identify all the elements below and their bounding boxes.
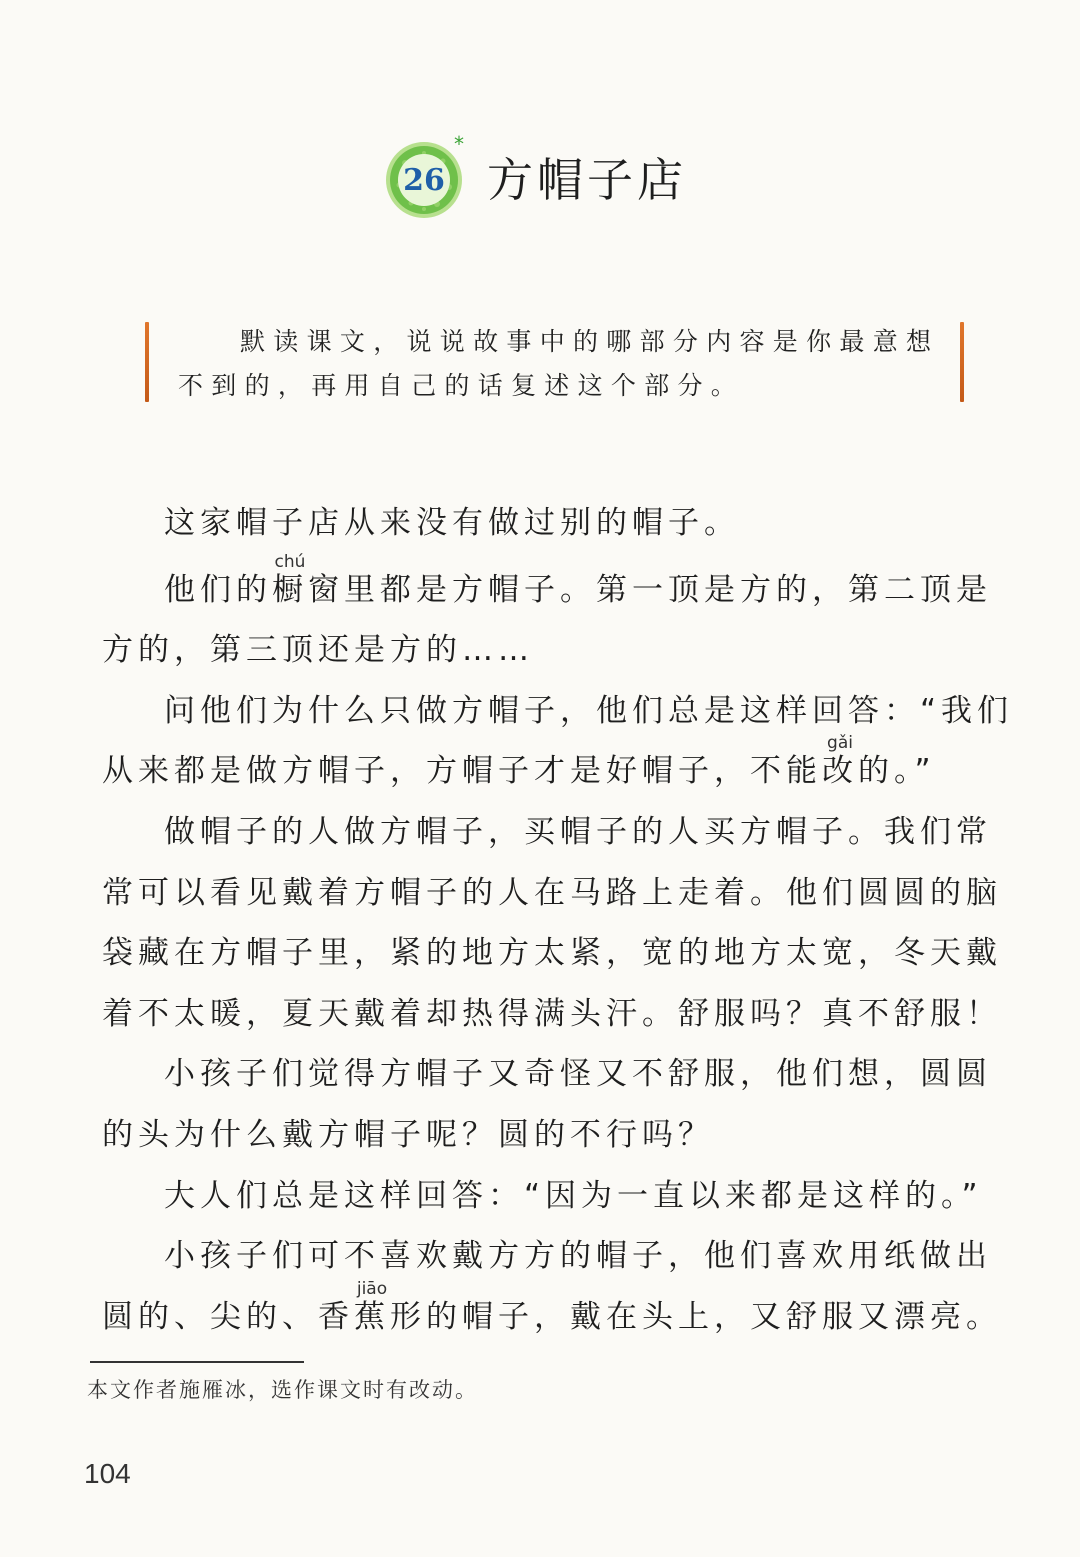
paragraph-2-text-a: 他们的 — [164, 571, 272, 608]
paragraph-2-text-b: 窗里都是方帽子。第一顶是方的，第二顶是方的，第三顶还是方的…… — [102, 571, 992, 669]
paragraph-7 — [102, 1226, 1018, 1347]
lesson-title: 方帽子店 — [487, 153, 687, 207]
lesson-body — [102, 493, 1018, 1347]
paragraph-5: 小孩子们觉得方帽子又奇怪又不舒服，他们想，圆圆的头为什么戴方帽子呢？圆的不行吗？ — [102, 1056, 992, 1153]
paragraph-6: 大人们总是这样回答：“因为一直以来都是这样的。” — [164, 1177, 983, 1214]
paragraph-3-text-b: 的。” — [858, 753, 936, 790]
lesson-number-badge — [385, 141, 463, 219]
footnote: 本文作者施雁冰，选作课文时有改动。 — [87, 1378, 478, 1402]
paragraph-1: 这家帽子店从来没有做过别的帽子。 — [164, 505, 740, 541]
pinyin: jiāo — [354, 1278, 390, 1299]
paragraph-7-text-a: 小孩子们可不喜欢戴方方的帽子，他们喜欢用纸做出圆的、尖的、香 — [102, 1238, 992, 1335]
paragraph-2 — [102, 551, 1018, 681]
paragraph-3-text-a: 问他们为什么只做方帽子，他们总是这样回答：“我们从来都是做方帽子，方帽子才是好帽子，不能 — [102, 692, 1014, 790]
optional-lesson-star: * — [454, 132, 464, 156]
pinyin: gǎi — [822, 733, 858, 754]
lesson-number: 26 — [403, 163, 445, 198]
paragraph-3 — [102, 681, 1018, 802]
annotated-char: 改 — [822, 753, 858, 790]
annotated-char: 橱 — [272, 571, 308, 608]
prompt-right-bar — [960, 322, 964, 402]
pinyin-annotation-gai — [822, 733, 858, 790]
pinyin-annotation-chu — [272, 551, 308, 608]
paragraph-4: 做帽子的人做方帽子，买帽子的人买方帽子。我们常常可以看见戴着方帽子的人在马路上走着。他们圆圆的脑袋藏在方帽子里，紧的地方太紧，宽的地方太宽，冬天戴着不太暖，夏天戴着却热得满头汗。舒服吗？真不舒服！ — [102, 813, 1002, 1032]
pinyin-annotation-jiao — [354, 1278, 390, 1335]
footnote-divider — [90, 1361, 304, 1363]
paragraph-7-text-b: 形的帽子，戴在头上，又舒服又漂亮。 — [390, 1298, 1002, 1335]
reading-prompt: 默读课文，说说故事中的哪部分内容是你最意想不到的，再用自己的话复述这个部分。 — [178, 327, 940, 400]
pinyin: chú — [272, 551, 308, 572]
annotated-char: 蕉 — [354, 1298, 390, 1335]
prompt-left-bar — [145, 322, 149, 402]
page-number: 104 — [84, 1458, 131, 1489]
